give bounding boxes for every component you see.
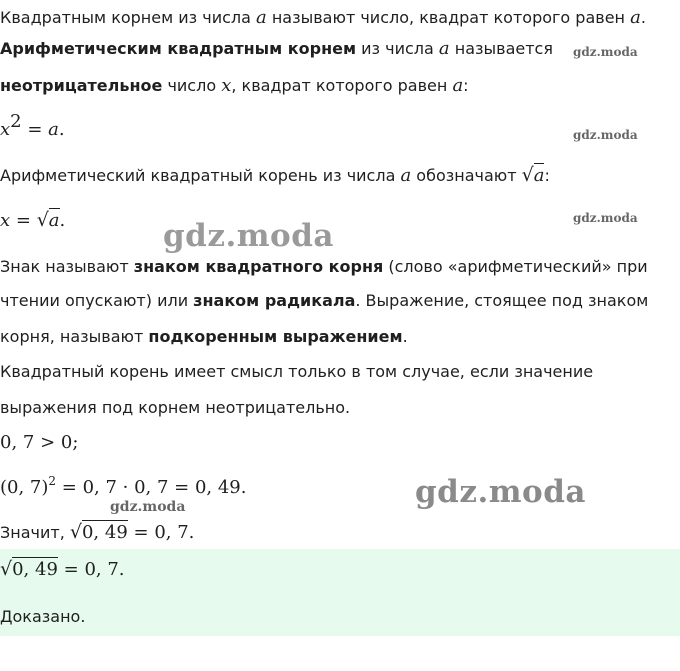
text: (слово «арифметический» при	[383, 257, 648, 276]
text: , квадрат которого равен	[231, 76, 453, 95]
radicand: a	[533, 165, 545, 186]
bold-term: Арифметическим квадратным корнем	[0, 39, 357, 58]
math-text: = 0, 7.	[57, 559, 125, 580]
paragraph-line-5	[0, 256, 648, 278]
inequality	[0, 432, 78, 454]
text: Квадратным корнем из числа	[0, 8, 257, 27]
watermark-large: gdz.moda	[415, 474, 586, 510]
notation-line	[0, 164, 550, 186]
paragraph-line-6	[0, 290, 648, 312]
bold-term: подкоренным выражением	[148, 327, 403, 346]
text: :	[544, 166, 550, 185]
radical-sign: √	[69, 521, 82, 543]
equation-square	[0, 474, 247, 499]
answer-equation	[0, 558, 125, 580]
equation-x-sqrt-a	[0, 209, 65, 231]
radicand: 0, 49	[81, 522, 128, 543]
paragraph-line-9	[0, 397, 350, 419]
var-x: x	[0, 119, 11, 140]
var-a: a	[438, 38, 450, 59]
var-a: a	[400, 165, 412, 186]
text: чтении опускают) или	[0, 291, 194, 310]
watermark-small: gdz.moda	[110, 499, 186, 515]
equation-x-squared	[0, 111, 65, 141]
math-text: = 0, 7.	[127, 522, 195, 543]
radicand: a	[48, 210, 60, 231]
text: называется	[449, 39, 553, 58]
var-a: a	[630, 7, 641, 28]
text: обозначают	[411, 166, 522, 185]
definition-line-1	[0, 7, 646, 29]
radical-sign: √	[36, 209, 49, 231]
watermark-small: gdz.moda	[573, 128, 638, 142]
sqrt-expression	[0, 558, 58, 581]
definition-line-3	[0, 75, 469, 97]
text: называют число, квадрат которого равен	[266, 8, 631, 27]
watermark-small: gdz.moda	[573, 211, 638, 225]
var-a: a	[256, 7, 267, 28]
text: . Выражение, стоящее под знаком	[355, 291, 649, 310]
period: .	[59, 210, 66, 231]
exponent: 2	[10, 111, 22, 132]
var-x: x	[0, 210, 11, 231]
answer-box	[0, 549, 680, 636]
var-a: a	[48, 119, 59, 140]
var-x: x	[221, 75, 232, 96]
text: корня, называют	[0, 327, 149, 346]
math-text: = 0, 7 · 0, 7 = 0, 49.	[56, 477, 247, 498]
definition-line-2	[0, 38, 553, 60]
exponent: 2	[48, 474, 57, 488]
text: из числа	[356, 39, 439, 58]
radical-sign: √	[521, 164, 534, 186]
text: .	[402, 327, 408, 346]
watermark-small: gdz.moda	[573, 45, 638, 59]
paragraph-line-8	[0, 361, 593, 383]
text: выражения под корнем неотрицательно.	[0, 398, 351, 417]
text: Квадратный корень имеет смысл только в том случае, если значение	[0, 362, 594, 381]
text: Значит,	[0, 523, 70, 542]
var-a: a	[452, 75, 464, 96]
sqrt-expression	[37, 209, 60, 232]
text: .	[640, 8, 646, 27]
math-text: 0, 7 > 0;	[0, 432, 79, 453]
radicand: 0, 49	[12, 559, 58, 580]
equals: =	[21, 119, 49, 140]
text: Знак называют	[0, 257, 134, 276]
bold-term: знаком радикала	[193, 291, 356, 310]
text: Арифметический квадратный корень из числа	[0, 166, 401, 185]
sqrt-expression	[522, 164, 545, 187]
math-text: (0, 7)	[0, 477, 49, 498]
sqrt-expression	[70, 521, 128, 544]
bold-term: неотрицательное	[0, 76, 163, 95]
text: :	[463, 76, 469, 95]
text: число	[162, 76, 222, 95]
proved-text: Доказано.	[0, 607, 86, 626]
watermark-large: gdz.moda	[163, 218, 334, 254]
paragraph-line-7	[0, 326, 408, 348]
radical-sign: √	[0, 558, 13, 580]
bold-term: знаком квадратного корня	[133, 257, 384, 276]
conclusion-line	[0, 521, 194, 543]
equals: =	[10, 210, 37, 231]
period: .	[58, 119, 65, 140]
